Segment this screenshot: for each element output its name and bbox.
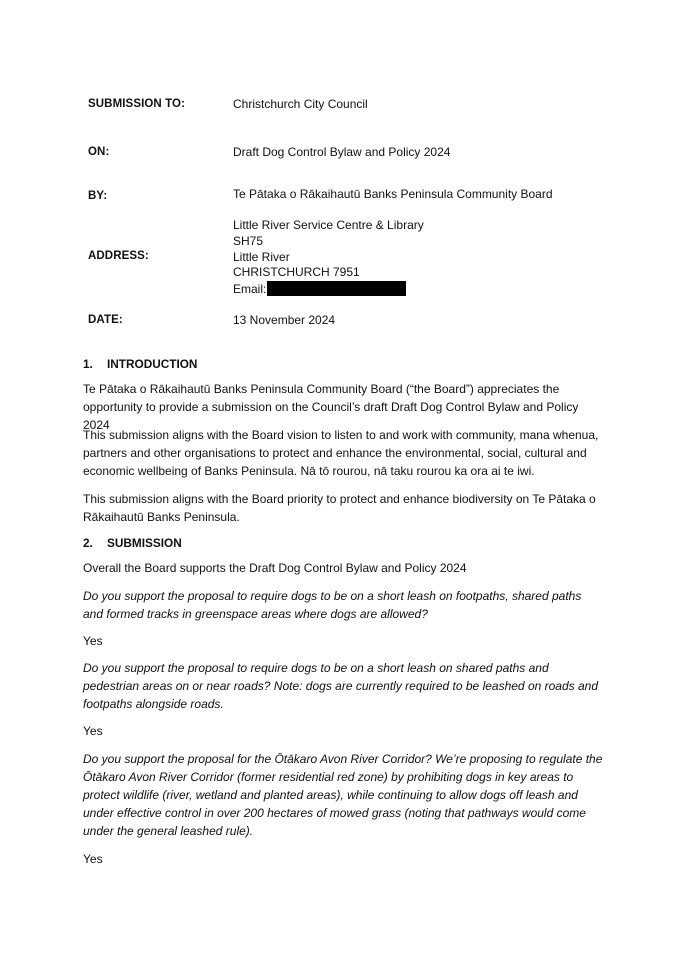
address-line: Little River [233,249,290,264]
submission-to-value: Christchurch City Council [233,97,368,111]
vision-paragraph: This submission aligns with the Board vision to listen to and work with community, mana whenua, partners and other organisations to protect and enhance the environmental, social, cultural and economic wellbeing of Banks Peninsula. Nā tō rourou, nā taku rourou ka ora ai te iwi. [83,428,599,478]
answer-1: Yes [83,634,103,648]
email-label: Email: [233,282,267,297]
section-number: 2. [83,536,93,550]
date-value: 13 November 2024 [233,313,336,327]
on-value: Draft Dog Control Bylaw and Policy 2024 [233,145,451,159]
priority-paragraph: This submission aligns with the Board priority to protect and enhance biodiversity on Te Pātaka o Rākaihautū Banks Peninsula. [83,492,596,524]
address-line: SH75 [233,233,264,248]
section-title: INTRODUCTION [107,357,198,371]
by-label: BY: [88,190,108,202]
address-line: Little River Service Centre & Library [233,218,424,232]
answer-3: Yes [83,852,103,866]
answer-2: Yes [83,724,103,738]
on-label: ON: [88,146,110,158]
section-number: 1. [83,357,93,371]
question-3: Do you support the proposal for the Ōtākaro Avon River Corridor? We’re proposing to regulate the Ōtākaro Avon River Corridor (former residential red zone) by prohibiting dogs in key areas to protect wildlife (river, wetland and planted areas), while continuing to allow dogs off leash and under effective control in over 200 hectares of mowed grass (noting that pathways would come under the general leashed rule). [83,752,603,838]
section-heading-introduction [83,357,197,371]
section-title: SUBMISSION [107,536,182,550]
date-label: DATE: [88,314,123,326]
intro-paragraph: Te Pātaka o Rākaihautū Banks Peninsula Community Board (“the Board”) appreciates the opportunity to provide a submission on the Council’s draft Draft Dog Control Bylaw and Policy 2024 [83,382,579,432]
question-1: Do you support the proposal to require dogs to be on a short leash on footpaths, shared paths and formed tracks in greenspace areas where dogs are allowed? [83,589,582,621]
address-block [233,218,424,298]
by-value: Te Pātaka o Rākaihautū Banks Peninsula Community Board [233,187,553,201]
email-redaction [267,281,406,296]
email-line [233,281,424,298]
address-line: CHRISTCHURCH 7951 [233,265,360,280]
address-label: ADDRESS: [88,250,149,262]
submission-intro: Overall the Board supports the Draft Dog Control Bylaw and Policy 2024 [83,561,467,575]
section-heading-submission [83,536,182,550]
submission-to-label: SUBMISSION TO: [88,98,186,110]
question-2: Do you support the proposal to require dogs to be on a short leash on shared paths and pedestrian areas on or near roads? Note: dogs are currently required to be leashed on roads and footpaths alongside roads. [83,661,598,711]
